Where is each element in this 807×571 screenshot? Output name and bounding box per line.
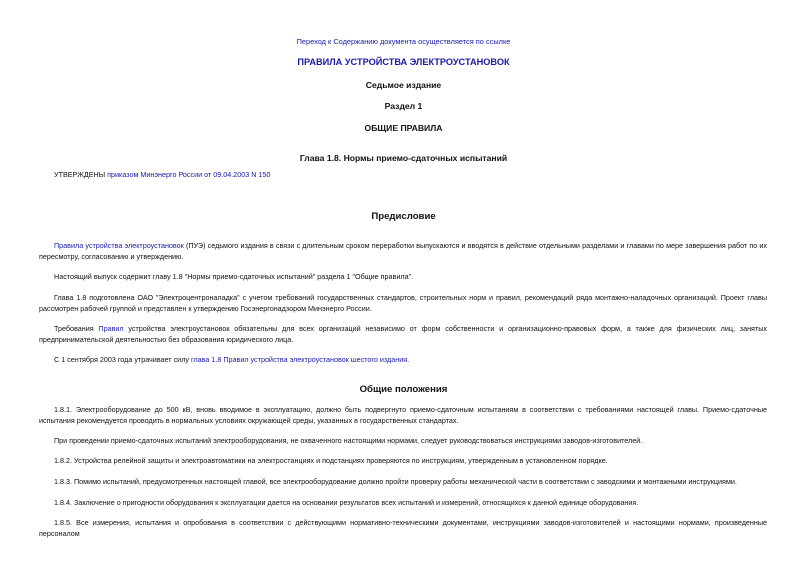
general-paragraph-3: 1.8.2. Устройства релейной защиты и электроавтоматики на электростанциях и подстанциях проверяются по инструкциям, утвержденным в установленном порядке.	[54, 456, 608, 465]
general-paragraph-1: 1.8.1. Электрооборудование до 500 кВ, вновь вводимое в эксплуатацию, должно быть подвергнуто приемо-сдаточным испытаниям в соответствии с требованиями настоящей главы. Приемо-сдаточные испытания рекомендуется проводить в нормальных условиях окружающей среды, указанных в государственных стандартах.	[39, 405, 767, 426]
chapter-sixth-edition-link[interactable]: глава 1.8 Правил устройства электроустановок шестого издания	[190, 355, 408, 364]
preface-paragraph-2: Настоящий выпуск содержит главу 1.8 "Нормы приемо-сдаточных испытаний" раздела 1 "Общие правила".	[54, 272, 414, 281]
preface-paragraph-5-after: .	[407, 355, 410, 364]
chapter-title: Глава 1.8. Нормы приемо-сдаточных испытаний	[299, 153, 508, 163]
preface-paragraph-4-after: устройства электроустановок обязательны для всех организаций независимо от форм собственности и организационно-правовых форм, а также для физических лиц, занятых предпринимательской деятельностью без образования юридического лица.	[39, 324, 767, 345]
preface-paragraph-1	[39, 240, 767, 262]
approval-order-link[interactable]: приказом Минэнерго России от 09.04.2003 N 150	[107, 170, 271, 179]
general-paragraph-2: При проведении приемо-сдаточных испытаний электрооборудования, не охваченного настоящими нормами, следует руководствоваться инструкциями заводов-изготовителей.	[54, 436, 643, 445]
preface-paragraph-4-before: Требования	[54, 324, 99, 333]
approval-line	[54, 170, 270, 179]
general-paragraph-6: 1.8.5. Все измерения, испытания и опробования в соответствии с действующими нормативно-техническими документами, инструкциями заводов-изготовителей и настоящими нормами, произведенные персоналом	[39, 518, 767, 539]
preface-paragraph-5-before: С 1 сентября 2003 года утрачивает силу	[54, 355, 191, 364]
preface-heading: Предисловие	[371, 211, 436, 222]
section-title: ОБЩИЕ ПРАВИЛА	[364, 123, 443, 133]
general-paragraph-5: 1.8.4. Заключение о пригодности оборудования к эксплуатации дается на основании результатов всех испытаний и измерений, относящихся к данной единице оборудования.	[54, 498, 639, 507]
rules-link[interactable]: Правил	[98, 324, 124, 333]
preface-paragraph-4	[39, 323, 767, 345]
document-title: ПРАВИЛА УСТРОЙСТВА ЭЛЕКТРОУСТАНОВОК	[297, 57, 510, 67]
contents-link[interactable]: Переход к Содержанию документа осуществляется по ссылке	[296, 37, 511, 46]
preface-paragraph-5	[39, 354, 767, 365]
approval-prefix: УТВЕРЖДЕНЫ	[54, 170, 108, 179]
preface-paragraph-1-text: (ПУЭ) седьмого издания в связи с длительным сроком переработки выпускаются и вводятся в действие отдельными разделами и главами по мере завершения работ по их пересмотру, согласованию и утверждению.	[39, 241, 767, 262]
general-paragraph-4: 1.8.3. Помимо испытаний, предусмотренных настоящей главой, все электрооборудование должно пройти проверку работы механической части в соответствии с заводскими и монтажными инструкциями.	[54, 477, 737, 486]
section-label: Раздел 1	[384, 101, 423, 111]
preface-paragraph-3: Глава 1.8 подготовлена ОАО "Электроцентроналадка" с учетом требований государственных стандартов, строительных норм и правил, рекомендаций ряда монтажно-наладочных организаций. Проект главы рассмотрен рабочей группой и представлен к утверждению Госэнергонадзором Минэнерго России.	[39, 293, 767, 314]
pue-link[interactable]: Правила устройства электроустановок	[54, 241, 184, 250]
edition-label: Седьмое издание	[365, 80, 442, 90]
general-heading: Общие положения	[359, 384, 448, 395]
